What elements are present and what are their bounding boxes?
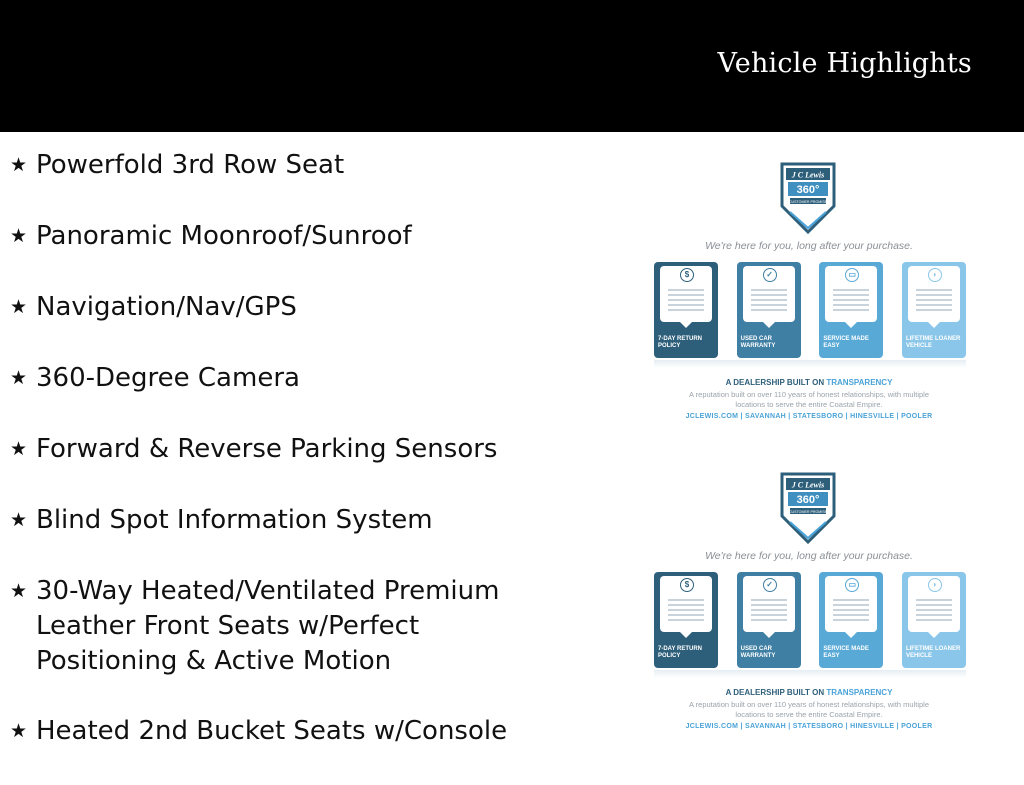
brand-name: J C Lewis [791, 480, 825, 490]
page-title: Vehicle Highlights [717, 48, 972, 79]
car-icon: ◗ [928, 268, 942, 282]
highlight-text: Navigation/Nav/GPS [36, 292, 297, 322]
dollar-icon: $ [680, 578, 694, 592]
badge-number: 360° [796, 184, 820, 196]
built-prefix: A DEALERSHIP BUILT ON [725, 378, 825, 387]
badge-caption: CUSTOMER PROMISE [788, 200, 828, 204]
built-on-heading [648, 378, 970, 387]
star-bullet-icon: ★ [10, 226, 28, 247]
card-label: SERVICE MADE EASY [823, 646, 869, 659]
highlight-text: 30-Way Heated/Ventilated Premium Leather Front Seats w/Perfect Positioning & Active Motion [36, 576, 500, 676]
promise-card [819, 262, 883, 358]
built-highlight: TRANSPARENCY [826, 378, 893, 387]
built-highlight: TRANSPARENCY [826, 688, 893, 697]
dollar-icon: $ [680, 268, 694, 282]
highlights-list [10, 148, 570, 785]
promise-description: A reputation built on over 110 years of honest relationships, with multiple locations to serve the entire Coastal Empire. [689, 700, 929, 719]
promise-card [737, 572, 801, 668]
list-item [10, 503, 570, 539]
check-badge-icon: ✓ [763, 268, 777, 282]
badge-number: 360° [796, 494, 820, 506]
built-prefix: A DEALERSHIP BUILT ON [725, 688, 825, 697]
card-label: USED CAR WARRANTY [740, 646, 776, 659]
locations-line: JCLEWIS.COM | SAVANNAH | STATESBORO | HINESVILLE | POOLER [685, 723, 933, 730]
star-bullet-icon: ★ [10, 581, 28, 602]
customer-promise-graphic [648, 470, 970, 732]
promise-description: A reputation built on over 110 years of honest relationships, with multiple locations to serve the entire Coastal Empire. [689, 390, 929, 409]
promise-card [737, 262, 801, 358]
promise-card [902, 572, 966, 668]
truck-icon: ▭ [845, 268, 859, 282]
badge-caption: CUSTOMER PROMISE [788, 510, 828, 514]
customer-promise-graphic [648, 160, 970, 422]
star-bullet-icon: ★ [10, 155, 28, 176]
card-label: 7-DAY RETURN POLICY [658, 336, 703, 349]
star-bullet-icon: ★ [10, 439, 28, 460]
card-label: LIFETIME LOANER VEHICLE [905, 336, 961, 349]
highlight-text: Heated 2nd Bucket Seats w/Console [36, 716, 508, 746]
jc-lewis-360-shield-logo [778, 470, 838, 546]
reflection [654, 360, 966, 368]
list-item [10, 361, 570, 397]
highlight-text: Blind Spot Information System [36, 505, 433, 535]
promise-cards [654, 572, 966, 672]
promise-card [819, 572, 883, 668]
star-bullet-icon: ★ [10, 721, 28, 742]
jc-lewis-360-shield-logo [778, 160, 838, 236]
list-item [10, 574, 570, 679]
truck-icon: ▭ [845, 578, 859, 592]
card-label: USED CAR WARRANTY [740, 336, 776, 349]
highlight-text: Panoramic Moonroof/Sunroof [36, 221, 412, 251]
locations-line: JCLEWIS.COM | SAVANNAH | STATESBORO | HINESVILLE | POOLER [685, 413, 933, 420]
car-icon: ◗ [928, 578, 942, 592]
card-label: 7-DAY RETURN POLICY [658, 646, 703, 659]
promise-card [902, 262, 966, 358]
list-item [10, 432, 570, 468]
card-label: LIFETIME LOANER VEHICLE [905, 646, 961, 659]
highlight-text: Forward & Reverse Parking Sensors [36, 434, 498, 464]
list-item [10, 714, 570, 750]
highlight-text: Powerfold 3rd Row Seat [36, 150, 345, 180]
tagline: We're here for you, long after your purchase. [705, 240, 913, 252]
reflection [654, 670, 966, 678]
list-item [10, 219, 570, 255]
tagline: We're here for you, long after your purchase. [705, 550, 913, 562]
list-item [10, 148, 570, 184]
star-bullet-icon: ★ [10, 510, 28, 531]
promise-card [654, 262, 718, 358]
built-on-heading [648, 688, 970, 697]
check-badge-icon: ✓ [763, 578, 777, 592]
star-bullet-icon: ★ [10, 368, 28, 389]
highlight-text: 360-Degree Camera [36, 363, 300, 393]
promise-card [654, 572, 718, 668]
list-item [10, 290, 570, 326]
card-label: SERVICE MADE EASY [823, 336, 869, 349]
header-bar [0, 0, 1024, 132]
star-bullet-icon: ★ [10, 297, 28, 318]
promise-cards [654, 262, 966, 362]
brand-name: J C Lewis [791, 170, 825, 180]
